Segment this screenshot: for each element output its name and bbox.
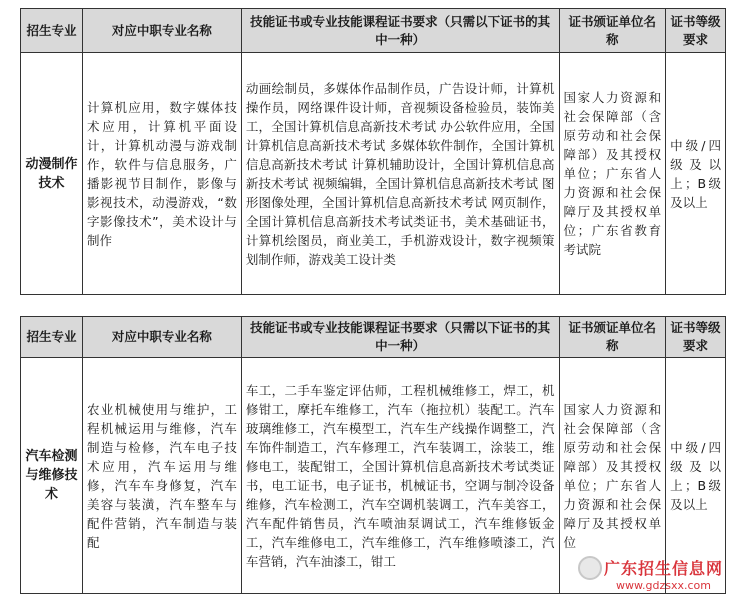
- header-issuer: 证书颁证单位名称: [559, 9, 666, 53]
- major-name: 动漫制作技术: [21, 53, 83, 295]
- level-requirement: 中级/四级及以上；B级及以上: [666, 53, 726, 295]
- table-header-row: [21, 9, 726, 53]
- watermark: [604, 556, 723, 592]
- globe-logo-icon: [578, 556, 602, 580]
- certificate-list: 车工，二手车鉴定评估师，工程机械维修工，焊工，机修钳工，摩托车维修工，汽车（拖拉机）装配工。汽车玻璃维修工，汽车模型工，汽车生产线操作调整工，汽车饰件制造工，汽车修理工，汽车装调工，涂装工，维修电工，装配钳工，全国计算机信息高新技术考试类证书，电工证书，电子证书，机械证书，空调与制冷设备维修，汽车检测工，汽车空调机装调工，汽车美容工，汽车配件销售员，汽车喷油泵调试工，汽车维修钣金工，汽车维修电工，汽车维修工，汽车维修喷漆工，汽车营销，汽车油漆工，钳工: [241, 358, 559, 594]
- header-issuer: 证书颁证单位名称: [559, 317, 666, 358]
- header-major: 招生专业: [21, 317, 83, 358]
- header-level: 证书等级要求: [666, 317, 726, 358]
- secondary-majors: 计算机应用，数字媒体技术应用，计算机平面设计，计算机动漫与游戏制作，软件与信息服务，广播影视节目制作，影像与影视技术，动漫游戏，“数字影像技术”，美术设计与制作: [83, 53, 242, 295]
- admission-table-auto-repair: [20, 316, 726, 594]
- secondary-majors: 农业机械使用与维护，工程机械运用与维修，汽车制造与检修，汽车电子技术应用，汽车运用与维修，汽车车身修复，汽车美容与装潢，汽车整车与配件营销，汽车制造与装配: [83, 358, 242, 594]
- major-name: 汽车检测与维修技术: [21, 358, 83, 594]
- header-major: 招生专业: [21, 9, 83, 53]
- admission-table-animation: [20, 8, 726, 295]
- header-secondary-major: 对应中职专业名称: [83, 317, 242, 358]
- header-level: 证书等级要求: [666, 9, 726, 53]
- header-certificate-requirement: 技能证书或专业技能课程证书要求（只需以下证书的其中一种）: [241, 317, 559, 358]
- issuing-units: 国家人力资源和社会保障部（含原劳动和社会保障部）及其授权单位；广东省人力资源和社会保障厅及其授权单位: [559, 358, 666, 594]
- issuing-units: 国家人力资源和社会保障部（含原劳动和社会保障部）及其授权单位；广东省人力资源和社会保障厅及其授权单位；广东省教育考试院: [559, 53, 666, 295]
- header-secondary-major: 对应中职专业名称: [83, 9, 242, 53]
- watermark-url: www.gdzsxx.com: [616, 579, 711, 592]
- table-row: [21, 53, 726, 295]
- header-certificate-requirement: 技能证书或专业技能课程证书要求（只需以下证书的其中一种）: [241, 9, 559, 53]
- watermark-title: 广东招生信息网: [603, 559, 723, 578]
- table-header-row: [21, 317, 726, 358]
- certificate-list: 动画绘制员，多媒体作品制作员，广告设计师，计算机操作员，网络课件设计师，音视频设备检验员，装饰美工，全国计算机信息高新技术考试 办公软件应用，全国计算机信息高新技术考试 多媒体软件制作，全国计算机信息高新技术考试 计算机辅助设计，全国计算机信息高新技术考试 视频编辑，全国计算机信息高新技术考试 图形图像处理，全国计算机信息高新技术考试 网页制作，全国计算机信息高新技术考试类证书，美术基础证书，计算机绘图员，商业美工，手机游戏设计，数字视频策划制作师，游戏美工设计类: [241, 53, 559, 295]
- level-requirement: 中级/四级及以上；B级及以上: [666, 358, 726, 594]
